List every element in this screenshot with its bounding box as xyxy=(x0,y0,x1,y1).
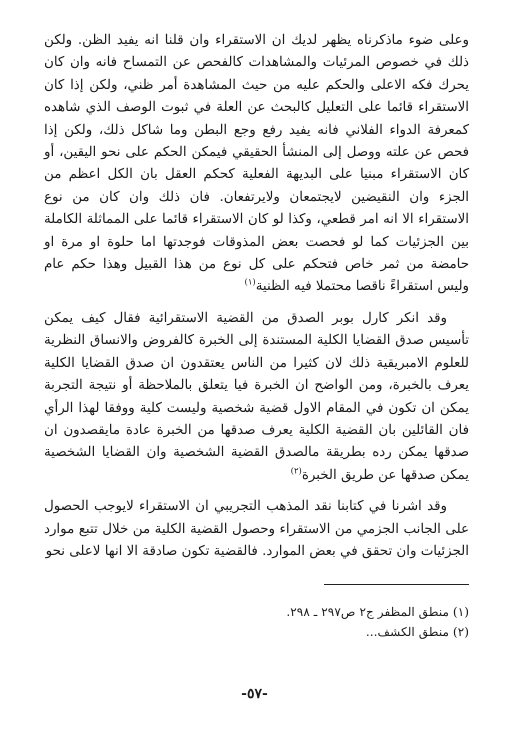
footnote-ref-1: (١) xyxy=(244,278,256,288)
footnotes xyxy=(44,602,469,642)
paragraph-1-text: وعلى ضوء ماذكرناه يظهر لديك ان الاستقراء وان قلنا انه يفيد الظن. ولكن ذلك في خصوص المرئيات والمشاهدات كالفحص عن التمساح فانه وان كان يحرك فكه الاعلى والحكم عليه من حيث المشاهدة أمر ظني، ولكن إذا كان الاستقراء قائما على التعليل كالبحث عن العلة في ثبوت الوصف الذي شاهده كمعرفة الدواء الفلاني فانه يفيد رفع وجع البطن وما شاكل ذلك، ولكن إذا فحص عن علته ووصل إلى المنشأ الحقيقي فيمكن الحكم على نحو اليقين، أو كان الاستقراء مبنيا على البديهة الفعلية كحكم العقل بان الكل اعظم من الجزء وان النقيضين لايجتمعان ولايرتفعان. فان ذلك وان كان من نوع الاستقراء الا انه امر قطعي، وكذا لو كان الاستقراء قائما على المماثلة الكاملة بين الجزئيات كما لو فحصت بعض المذوقات فوجدتها اما حلوة او مرة او حامضة من ثمر خاص فتحكم على كل نوع من هذا القبيل وهذا حكم عام وليس استقراءً ناقصا محتملا فيه الظنية xyxy=(44,33,469,295)
footnote-2: (٢) منطق الكشف... xyxy=(365,625,469,639)
paragraph-2-text: وقد انكر كارل بوبر الصدق من القضية الاستقرائية فقال كيف يمكن تأسيس صدق القضايا الكلية المستندة إلى الخبرة كالفروض والانساق النظرية للعلوم الامبريقية ذلك لان كثيرا من الناس يعتقدون ان صدق القضايا الكلية يعرف بالخبرة، ومن الواضح ان الخبرة فيا يتعلق بالملاحظة أو نتيجة التجربة يمكن ان تكون في المقام الاول قضية شخصية وليست كلية ووفقا لهذا الرأي فان القائلين بان القضية الكلية يعرف صدقها من الخبرة عادة مايقصدون ان صدقها يمكن رده بطريقة مالصدق القضية الشخصية وان القضايا الشخصية يمكن صدقها عن طريق الخبرة xyxy=(44,310,469,483)
paragraph-3 xyxy=(44,496,469,563)
footnote-1: (١) منطق المظفر ج٢ ص٢٩٧ ـ ٢٩٨. xyxy=(286,605,469,619)
page-number: -٥٧- xyxy=(241,686,268,702)
paragraph-2 xyxy=(44,308,469,487)
paragraph-3-text: وقد اشرنا في كتابنا نقد المذهب التجريبي ان الاستقراء لايوجب الحصول على الجانب الجزمي من الاستقراء وحصول القضية الكلية من خلال تتبع موارد الجزئيات وان تحقق في بعض الموارد. فالقضية تكون صادقة الا انها لاعلى نحو xyxy=(44,499,469,559)
page-body xyxy=(44,30,469,639)
footnote-divider xyxy=(324,584,469,585)
footnote-ref-2: (٢) xyxy=(290,466,302,477)
paragraph-1 xyxy=(44,30,469,299)
